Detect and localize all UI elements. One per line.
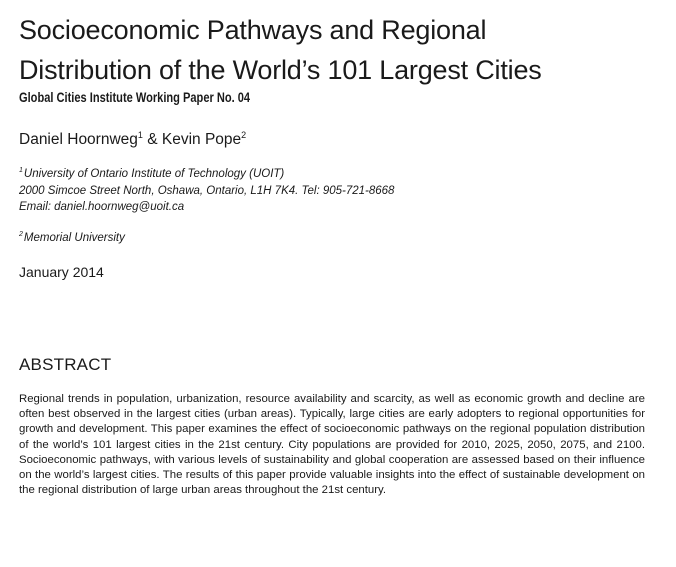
affiliation-institution: University of Ontario Institute of Technology (UOIT) — [23, 168, 285, 180]
author-list — [19, 131, 246, 149]
working-paper-series: Global Cities Institute Working Paper No. 04 — [19, 90, 251, 105]
publication-date: January 2014 — [19, 264, 104, 280]
author-affiliation-marker: 1 — [137, 129, 143, 140]
title-line-2: Distribution of the World’s 101 Largest Cities — [19, 55, 542, 85]
affiliation-marker: 2 — [19, 231, 23, 239]
affiliation-1 — [19, 166, 394, 216]
abstract-heading: ABSTRACT — [19, 355, 112, 374]
author-separator: & — [142, 131, 162, 148]
author-name: Kevin Pope — [161, 131, 242, 148]
abstract-text: Regional trends in population, urbanization, resource availability and scarcity, as well as economic growth and decline are often best observed in the largest cities (urban areas). Typically, large cities are early adopters to regional opportunities for growth and development. This paper examines the effect of socioeconomic pathways on the regional population distribution of the world’s 101 largest cities in the 21st century. City populations are provided for 2010, 2025, 2050, 2075, and 2100. Socioeconomic pathways, with various levels of sustainability and global cooperation are assessed based on their influence on the world’s largest cities. The results of this paper provide valuable insights into the effect of sustainable development on the regional distribution of large urban areas throughout the 21st century. — [19, 393, 645, 497]
affiliation-address: 2000 Simcoe Street North, Oshawa, Ontario, L1H 7K4. Tel: 905-721-8668 — [19, 184, 395, 197]
author-affiliation-marker: 2 — [241, 129, 247, 140]
paper-title — [19, 10, 659, 90]
affiliation-institution: Memorial University — [23, 232, 125, 244]
paper-page — [19, 0, 649, 567]
author-name: Daniel Hoornweg — [19, 131, 138, 148]
affiliation-2 — [19, 230, 125, 247]
affiliation-marker: 1 — [19, 167, 23, 175]
title-line-1: Socioeconomic Pathways and Regional — [19, 15, 487, 45]
affiliation-email: Email: daniel.hoornweg@uoit.ca — [19, 201, 185, 213]
